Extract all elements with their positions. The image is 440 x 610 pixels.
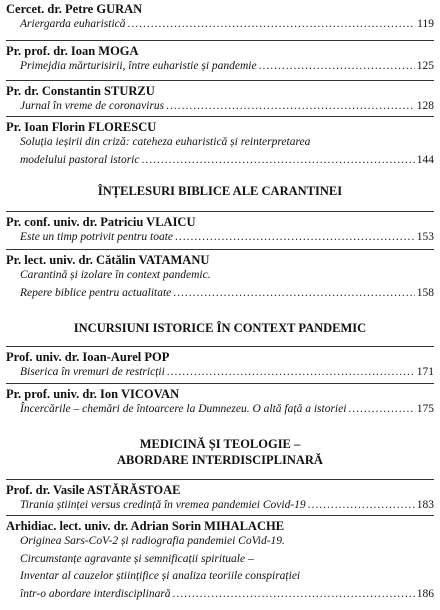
page-number: 171 <box>416 366 434 378</box>
article-title: Este un timp potrivit pentru toate <box>20 231 173 243</box>
article-title: Ariergarda euharistică <box>20 18 126 30</box>
page-number: 153 <box>416 231 434 243</box>
article-title: Jurnal în vreme de coronavirus <box>20 100 165 112</box>
toc-title-line <box>6 98 434 116</box>
page-number: 125 <box>416 60 434 72</box>
dot-leader <box>173 285 414 303</box>
page-number: 175 <box>416 403 434 415</box>
toc-title-line <box>6 364 434 382</box>
article-title-continued: Repere biblice pentru actualitate <box>20 286 172 299</box>
section-heading <box>0 436 440 468</box>
toc-entry <box>6 80 434 116</box>
page-number: 128 <box>416 100 434 112</box>
dot-leader <box>128 16 416 34</box>
author-name: Pr. conf. univ. dr. Patriciu VLAICU <box>6 215 196 229</box>
toc-title-line <box>6 58 434 76</box>
article-title: Primejdia mărturisirii, între euharistie și pandemie <box>20 60 257 72</box>
toc-entry <box>6 211 434 247</box>
article-title: Originea Sars-CoV-2 și radiografia pandemiei CoVid-19. <box>20 535 285 547</box>
toc-entry <box>6 479 434 515</box>
article-title-continued: Inventar al cauzelor științifice și analiza teoriile conspirației <box>20 570 301 582</box>
toc-title-line <box>6 401 434 419</box>
page-number: 186 <box>416 587 434 600</box>
author-name: Pr. Ioan Florin FLORESCU <box>6 120 157 134</box>
author-name: Prof. dr. Vasile ASTĂRĂSTOAE <box>6 483 181 497</box>
author-name: Pr. dr. Constantin STURZU <box>6 84 155 98</box>
dot-leader <box>173 586 415 604</box>
article-title: Soluția ieșirii din criză: cateheza euharistică și reinterpretarea <box>20 136 311 148</box>
dot-leader <box>167 364 415 382</box>
toc-entry <box>6 346 434 382</box>
dot-leader <box>141 152 414 170</box>
page-number: 158 <box>416 286 434 299</box>
toc-title-line <box>6 497 434 515</box>
author-name: Pr. prof. dr. Ioan MOGA <box>6 44 139 58</box>
author-name: Pr. prof. univ. dr. Ion VICOVAN <box>6 387 180 401</box>
toc-entry <box>6 116 434 169</box>
toc-title-line <box>6 586 434 604</box>
article-title-continued: Circumstanțe agravante și semnificații spirituale – <box>20 552 254 565</box>
section-heading <box>0 183 440 199</box>
toc-entry <box>6 249 434 302</box>
section-heading-line: ABORDARE INTERDISCIPLINARĂ <box>117 453 323 467</box>
author-name: Arhidiac. lect. univ. dr. Adrian Sorin MIHALACHE <box>6 519 285 533</box>
section-heading-line: ÎNȚELESURI BIBLICE ALE CARANTINEI <box>97 184 343 198</box>
article-title-continued: într-o abordare interdisciplinară <box>20 587 171 600</box>
article-title: Încercările – chemări de întoarcere la Dumnezeu. O altă față a istoriei <box>20 403 347 415</box>
article-title-continued: modelului pastoral istoric <box>20 153 140 166</box>
toc-title-line <box>6 229 434 247</box>
dot-leader <box>175 229 415 247</box>
toc-entry <box>6 40 434 76</box>
dot-leader <box>259 58 415 76</box>
author-name: Prof. univ. dr. Ioan-Aurel POP <box>6 350 170 364</box>
page-number: 183 <box>416 499 434 511</box>
toc-entry <box>6 2 434 34</box>
toc-title-line <box>6 152 434 170</box>
dot-leader <box>308 497 415 515</box>
toc-entry <box>6 383 434 419</box>
author-name: Pr. lect. univ. dr. Cătălin VATAMANU <box>6 253 210 267</box>
article-title: Tirania științei versus credință în vremea pandemiei Covid-19 <box>20 499 306 511</box>
page-number: 119 <box>417 18 434 30</box>
author-name: Cercet. dr. Petre GURAN <box>6 2 143 16</box>
dot-leader <box>348 401 414 419</box>
article-title: Carantină și izolare în context pandemic. <box>20 269 211 281</box>
toc-entry <box>6 515 434 603</box>
toc-title-line <box>6 285 434 303</box>
article-title: Biserica în vremuri de restricții <box>20 366 165 378</box>
page-number: 144 <box>416 153 434 166</box>
section-heading-line: INCURSIUNI ISTORICE ÎN CONTEXT PANDEMIC <box>73 321 367 335</box>
section-heading <box>0 320 440 336</box>
toc-title-line <box>6 16 434 34</box>
dot-leader <box>166 98 415 116</box>
section-heading-line: MEDICINĂ ȘI TEOLOGIE – <box>139 437 301 451</box>
